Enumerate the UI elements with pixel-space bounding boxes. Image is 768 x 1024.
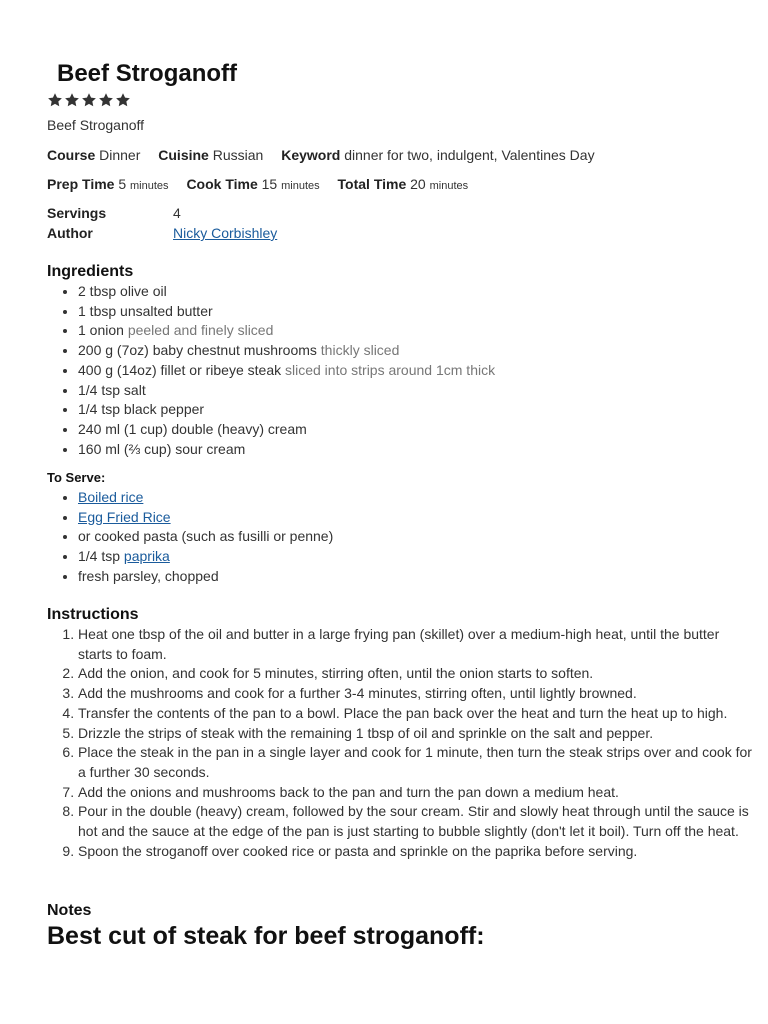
instruction-step: 8. Pour in the double (heavy) cream, followed by the sour cream. Stir and slowly heat through until the sauce is hot and the sauce at the edge of the pan is just starting to bubble slightly (don't let it boil). Turn off the heat.: [78, 802, 756, 841]
ingredient-text: 1/4 tsp salt: [78, 381, 146, 398]
total-time-value: 20: [410, 176, 426, 192]
cuisine-value: Russian: [212, 147, 264, 163]
ingredient-text: 400 g (14oz) fillet or ribeye steak: [78, 361, 282, 378]
to-serve-list: [47, 488, 333, 587]
serve-item: [78, 547, 333, 567]
recipe-title: Beef Stroganoff: [57, 60, 237, 87]
serve-item: [78, 527, 333, 547]
prep-time-unit: minutes: [130, 180, 169, 192]
cook-time: [186, 176, 319, 192]
ingredient-item: [78, 420, 495, 440]
ingredient-text: 2 tbsp olive oil: [78, 283, 167, 299]
instruction-step: 3. Add the mushrooms and cook for a further 3-4 minutes, stirring often, until lightly browned.: [78, 684, 756, 704]
course-value: Dinner: [99, 147, 141, 163]
ingredient-item: [78, 321, 495, 341]
star-icon[interactable]: [64, 92, 80, 108]
serve-item: [78, 488, 333, 508]
star-rating[interactable]: [47, 92, 131, 110]
ingredient-item: [78, 361, 495, 381]
ingredients-list: [47, 282, 495, 459]
course-meta: [47, 147, 140, 163]
total-time-label: Total Time: [337, 176, 407, 192]
prep-time-label: Prep Time: [47, 176, 115, 192]
keyword-value: dinner for two, indulgent, Valentines Day: [344, 147, 595, 163]
instruction-step: 6. Place the steak in the pan in a single layer and cook for 1 minute, then turn the steak strips over and cook for a further 30 seconds.: [78, 743, 756, 782]
author-link[interactable]: Nicky Corbishley: [173, 225, 278, 241]
serve-item: [78, 508, 333, 528]
prep-time: [47, 176, 169, 192]
recipe-tags: [47, 146, 609, 164]
servings-value[interactable]: 4: [173, 205, 181, 221]
ingredient-item: [78, 440, 495, 460]
servings-row: [47, 203, 181, 223]
ingredient-item: [78, 282, 495, 302]
notes-heading: Notes: [47, 902, 92, 919]
ingredient-note: thickly sliced: [320, 342, 400, 359]
serve-text: fresh parsley, chopped: [78, 567, 219, 584]
total-time-unit: minutes: [429, 180, 469, 192]
serve-link[interactable]: Egg Fried Rice: [78, 508, 171, 525]
cuisine-label: Cuisine: [158, 147, 209, 163]
ingredient-text: 1 onion: [78, 322, 124, 339]
instructions-list: [47, 625, 756, 861]
total-time: [338, 176, 469, 192]
serve-item: [78, 567, 333, 587]
star-icon[interactable]: [81, 92, 97, 108]
course-label: Course: [47, 147, 96, 163]
keyword-label: Keyword: [281, 147, 341, 163]
ingredient-item: [78, 400, 495, 420]
ingredient-item: [78, 341, 495, 361]
instruction-step: 5. Drizzle the strips of steak with the remaining 1 tbsp of oil and sprinkle on the salt and pepper.: [78, 724, 756, 744]
instruction-step: 2. Add the onion, and cook for 5 minutes, stirring often, until the onion starts to soften.: [78, 664, 756, 684]
keyword-meta: [281, 147, 594, 163]
prep-time-value: 5: [118, 176, 127, 192]
ingredient-text: 1/4 tsp black pepper: [78, 401, 205, 418]
instruction-step: 4. Transfer the contents of the pan to a bowl. Place the pan back over the heat and turn the heat up to high.: [78, 704, 756, 724]
ingredient-text: 200 g (7oz) baby chestnut mushrooms: [78, 342, 317, 359]
cuisine-meta: [158, 147, 263, 163]
ingredient-note: peeled and finely sliced: [127, 322, 274, 339]
cook-time-unit: minutes: [281, 180, 320, 192]
author-label: Author: [47, 225, 93, 241]
instruction-step: 1. Heat one tbsp of the oil and butter in a large frying pan (skillet) over a medium-high heat, until the butter starts to foam.: [78, 625, 756, 664]
instructions-heading: Instructions: [47, 606, 139, 623]
instruction-step: 9. Spoon the stroganoff over cooked rice or pasta and sprinkle on the paprika before serving.: [78, 842, 756, 862]
serve-text: 1/4 tsp: [78, 548, 124, 565]
ingredients-heading: Ingredients: [47, 263, 134, 280]
serve-text: or cooked pasta (such as fusilli or penne): [78, 528, 334, 545]
ingredient-item: [78, 302, 495, 322]
cook-time-label: Cook Time: [186, 176, 258, 192]
author-row: [47, 223, 277, 243]
ingredient-note: sliced into strips around 1cm thick: [285, 361, 496, 378]
star-icon[interactable]: [98, 92, 114, 108]
notes-subheading: Best cut of steak for beef stroganoff:: [47, 922, 485, 950]
ingredient-text: 240 ml (1 cup) double (heavy) cream: [78, 420, 307, 437]
cook-time-value: 15: [261, 176, 278, 192]
servings-label: Servings: [47, 205, 107, 221]
ingredient-item: [78, 381, 495, 401]
recipe-times: [47, 175, 482, 195]
recipe-summary: Beef Stroganoff: [47, 117, 145, 133]
instruction-step: 7. Add the onions and mushrooms back to the pan and turn the pan down a medium heat.: [78, 783, 756, 803]
star-icon[interactable]: [115, 92, 131, 108]
ingredient-text: 1 tbsp unsalted butter: [78, 302, 213, 319]
ingredient-text: 160 ml (⅔ cup) sour cream: [78, 440, 246, 457]
serve-link[interactable]: paprika: [123, 548, 170, 565]
serve-link[interactable]: Boiled rice: [78, 489, 144, 505]
to-serve-heading: To Serve:: [47, 470, 106, 485]
star-icon[interactable]: [47, 92, 63, 108]
